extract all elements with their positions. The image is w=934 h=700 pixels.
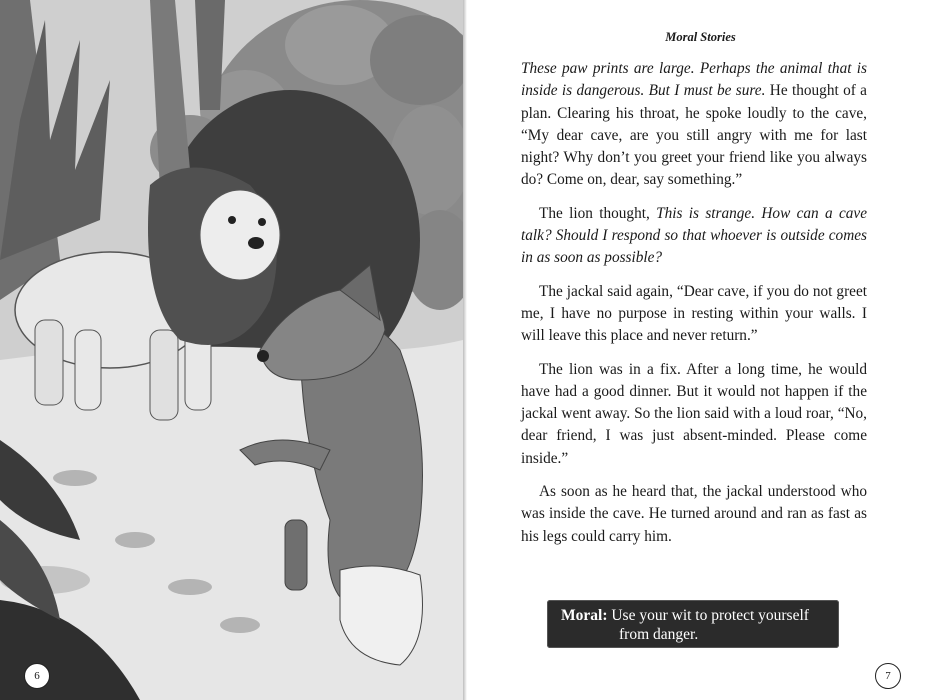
body-text: The lion was in a fix. After a long time, he would have had a good dinner. But it would not happen if the jackal went away. So the lion said with a loud roar, “No, dear friend, I was just absent-minded. Please come inside.” [521,360,867,467]
body-text: The lion thought, [539,204,657,222]
story-paragraph [521,58,867,192]
paw-print [168,579,212,595]
story-paragraph [521,359,867,470]
moral-label: Moral: [561,607,608,624]
moral-box [547,600,839,648]
italic-text: These paw prints are large. Perhaps the animal that is inside is dangerous. But I must be sure. [521,60,867,100]
body-text: The jackal said again, “Dear cave, if you do not greet me, I have no purpose in resting within your walls. I will leave this place and never return.” [521,282,867,345]
story-paragraph [521,203,867,270]
lion-jackal-illustration [0,0,463,700]
paw-print [53,470,97,486]
story-paragraph [521,281,867,348]
illustration-page [0,0,463,700]
body-text: He thought of a plan. Clearing his throat, he spoke loudly to the cave, “My dear cave, are you still angry with me for last night? Why don’t you greet your friend like you always do? Come on, dear, say something.” [521,82,867,189]
text-page [467,0,934,700]
story-paragraph [521,481,867,548]
moral-text [561,606,827,644]
italic-text: This is strange. How can a cave talk? Should I respond so that whoever is outside comes in as soon as possible? [521,204,867,267]
page-number-left: 6 [24,663,50,689]
page-number-right: 7 [875,663,901,689]
moral-body: Use your wit to protect yourself from danger. [611,607,809,643]
paw-print [115,532,155,548]
tree-trunk [195,0,225,110]
lion-face [200,190,280,280]
paw-print [220,617,260,633]
running-head: Moral Stories [665,30,736,44]
story-text [521,58,867,559]
body-text: As soon as he heard that, the jackal understood who was inside the cave. He turned around and ran as fast as his legs could carry him. [521,483,867,545]
